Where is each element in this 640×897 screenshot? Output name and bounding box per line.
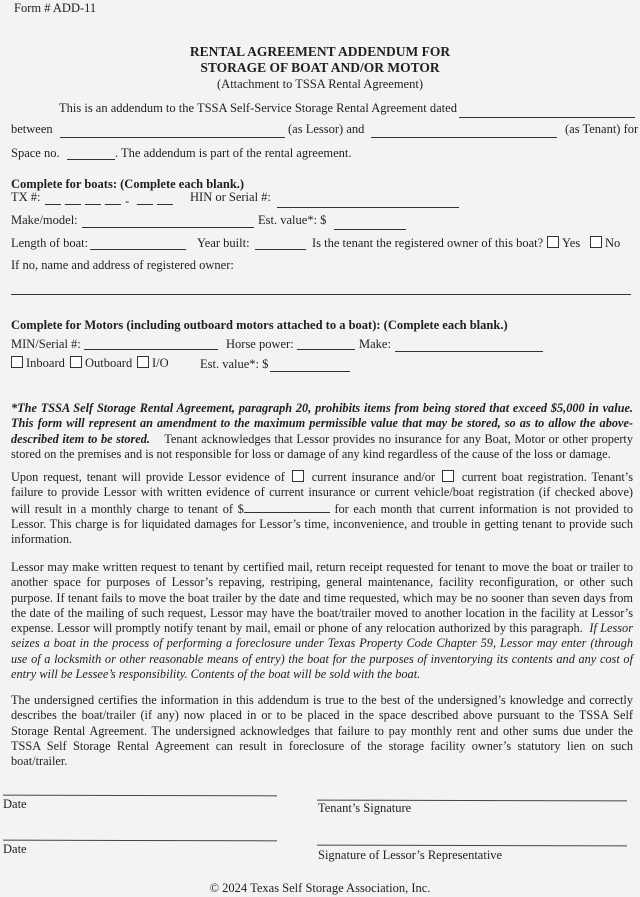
tx-number-label: TX #:: [11, 190, 41, 204]
certification-paragraph: The undersigned certifies the information in this addendum is true to the best of the undersigned’s knowledge and correctly describes the boat/trailer (if any) now placed in or to be placed in the space described above pursuant to the TSSA Self Storage Rental Agreement. The undersigned acknowledges that failure to pay monthly rent and other sums due under the TSSA Self Storage Rental Agreement can result in foreclosure of the storage facility owner’s statutory lien on such boat/trailer.: [11, 693, 633, 769]
motor-est-value-field[interactable]: [270, 360, 350, 372]
make-model-label: Make/model:: [11, 213, 78, 227]
copyright-footer: © 2024 Texas Self Storage Association, Inc.: [209, 881, 431, 895]
value-limit-warning: *The TSSA Self Storage Rental Agreement, paragraph 20, prohibits items from being stored that exceed $5,000 in value. This form will represent an amendment to the maximum permissible value that may be stored, so as to allow the above-described item to be stored.: [11, 401, 633, 446]
io-checkbox[interactable]: [137, 356, 149, 368]
agreement-date-field[interactable]: [459, 106, 635, 118]
owner-question: Is the tenant the registered owner of this boat?: [312, 236, 544, 250]
insurance-label: current insurance and/or: [311, 470, 435, 484]
length-field[interactable]: [90, 238, 186, 250]
as-lessor-label: (as Lessor) and: [288, 122, 365, 136]
form-number: Form # ADD-11: [14, 1, 97, 15]
outboard-checkbox[interactable]: [70, 356, 82, 368]
no-label: No: [605, 236, 621, 250]
hin-field[interactable]: [277, 196, 459, 208]
monthly-charge-field[interactable]: [244, 501, 330, 513]
io-label: I/O: [152, 356, 169, 370]
year-built-field[interactable]: [255, 238, 306, 250]
tx-dash: -: [125, 194, 130, 208]
motor-make-field[interactable]: [395, 340, 543, 352]
lessor-name-field[interactable]: [60, 126, 285, 138]
make-model-field[interactable]: [82, 216, 254, 228]
horse-power-field[interactable]: [297, 338, 355, 350]
registration-text: current boat registration. Tenant’s failure to provide Lessor with written evidence of current insurance or current vehicle/boat registration (if checked above) will result in a monthly charge to tenant of $: [11, 470, 634, 516]
lessor-signature-line[interactable]: [317, 845, 627, 847]
motor-est-value-label: Est. value*: $: [200, 357, 269, 371]
motor-make-label: Make:: [359, 337, 391, 351]
min-serial-label: MIN/Serial #:: [11, 337, 81, 351]
yes-checkbox[interactable]: [547, 236, 559, 248]
foreclosure-text: If Lessor seizes a boat in the process of performing a foreclosure under Texas Property Code Chapter 59, Lessor may enter (through use of a locksmith or other reasonable means of entry) the boat for the purposes of inventorying its contents and any cost of entry will be Lessee’s responsibility. Contents of the boat will be sold with the boat.: [11, 621, 633, 682]
registration-checkbox[interactable]: [442, 470, 454, 482]
outboard-label: Outboard: [85, 356, 133, 370]
min-serial-field[interactable]: [84, 338, 218, 350]
evidence-text-end: for each month that current information is not provided to Lessor. This charge is for liquidated damages for Lessor’s time, inconvenience, and trouble in getting tenant to provide such information.: [11, 501, 633, 547]
length-label: Length of boat:: [11, 236, 89, 250]
value-limit-notice: [11, 401, 633, 462]
boat-est-value-label: Est. value*: $: [258, 213, 327, 227]
insurance-checkbox[interactable]: [292, 470, 304, 482]
tx-number-field[interactable]: [45, 192, 177, 210]
space-no-field[interactable]: [67, 148, 115, 160]
tenant-date-line[interactable]: [3, 795, 277, 797]
owner-info-label: If no, name and address of registered owner:: [11, 258, 234, 272]
intro-line1: This is an addendum to the TSSA Self-Service Storage Rental Agreement dated: [59, 101, 457, 115]
no-checkbox[interactable]: [590, 236, 602, 248]
motors-section-heading: Complete for Motors (including outboard motors attached to a boat): (Complete each blank.): [11, 318, 508, 332]
evidence-text-start: Upon request, tenant will provide Lessor evidence of: [11, 470, 285, 484]
yes-label: Yes: [562, 236, 581, 250]
as-tenant-label: (as Tenant) for: [565, 122, 639, 136]
tenant-date-label: Date: [3, 797, 27, 811]
lessor-date-label: Date: [3, 842, 27, 856]
boats-section-heading: Complete for boats: (Complete each blank.): [11, 177, 245, 191]
relocation-paragraph: [11, 560, 633, 682]
inboard-checkbox[interactable]: [11, 356, 23, 368]
boat-est-value-field[interactable]: [334, 218, 406, 230]
no-insurance-text: Tenant acknowledges that Lessor provides no insurance for any Boat, Motor or other property stored on the premises and is not responsible for loss or damage of any kind regardless of the cause of the loss or damage.: [11, 431, 633, 461]
space-no-label: Space no.: [11, 146, 60, 160]
relocation-text: Lessor may make written request to tenant by certified mail, return receipt requested for tenant to move the boat or trailer to another space for purposes of Lessor’s repaving, restriping, general maintenance, facility reconfiguration, or other such purpose. If tenant fails to move the boat trailer by the date and time requested, which may be no sooner than seven days from the date of the mailing of such request, Lessor may have the boat/trailer moved to another location in the facility at Lessor’s expense. Lessor will promptly notify tenant by mail, email or phone of any relocation authorized by this paragraph.: [11, 560, 633, 636]
hin-label: HIN or Serial #:: [190, 190, 271, 204]
horse-power-label: Horse power:: [226, 337, 294, 351]
owner-no-option[interactable]: [590, 236, 620, 251]
inboard-option[interactable]: [11, 356, 65, 371]
lessor-signature-label: Signature of Lessor’s Representative: [318, 848, 503, 862]
form-title-line2: STORAGE OF BOAT AND/OR MOTOR: [200, 60, 440, 75]
form-subtitle: (Attachment to TSSA Rental Agreement): [217, 77, 423, 91]
tenant-signature-label: Tenant’s Signature: [318, 801, 412, 815]
form-title-line1: RENTAL AGREEMENT ADDENDUM FOR: [189, 44, 451, 59]
evidence-paragraph: [11, 470, 633, 547]
year-built-label: Year built:: [197, 236, 250, 250]
inboard-label: Inboard: [26, 356, 65, 370]
lessor-date-line[interactable]: [3, 840, 277, 842]
between-label: between: [11, 122, 53, 136]
io-option[interactable]: [137, 356, 169, 371]
owner-yes-option[interactable]: [547, 236, 580, 251]
addendum-part-text: . The addendum is part of the rental agreement.: [115, 146, 352, 160]
outboard-option[interactable]: [70, 356, 132, 371]
tenant-name-field[interactable]: [371, 126, 557, 138]
owner-info-field[interactable]: [11, 283, 631, 295]
